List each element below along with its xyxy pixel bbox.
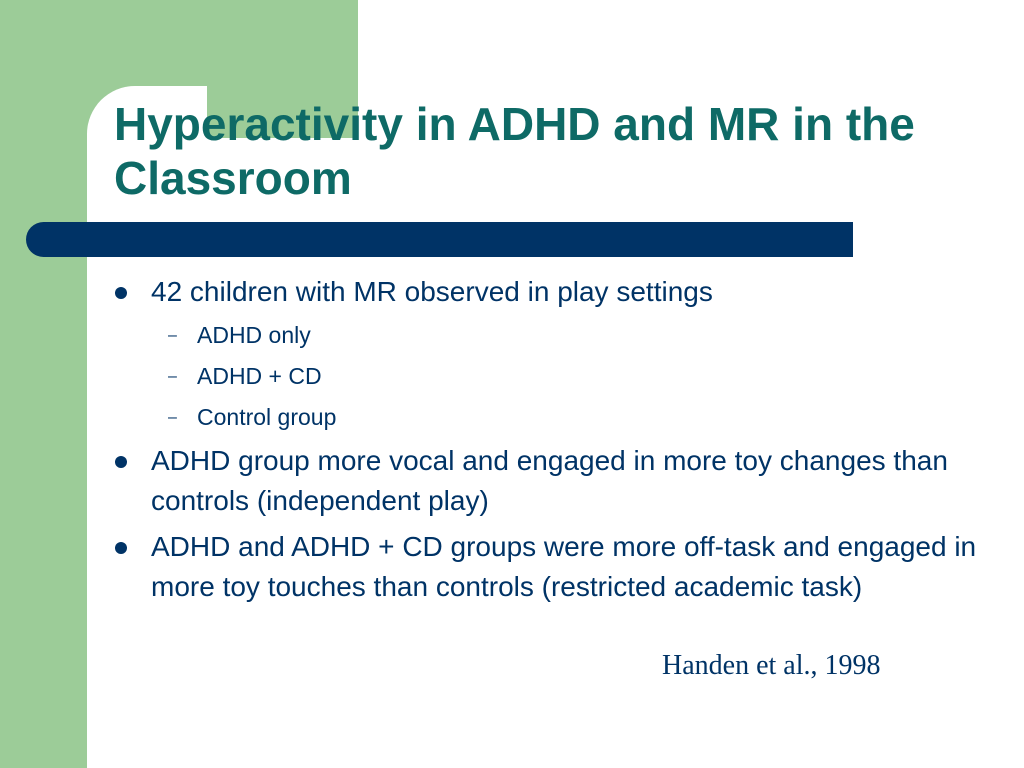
citation: Handen et al., 1998	[662, 650, 881, 681]
dash-icon: –	[168, 327, 177, 344]
sub-bullet-item	[113, 400, 993, 435]
bullet-item	[113, 272, 993, 312]
bullet-dot-icon	[115, 542, 127, 554]
sub-bullet-item	[113, 359, 993, 394]
bullet-dot-icon	[115, 456, 127, 468]
bullet-text: ADHD group more vocal and engaged in more toy changes than controls (independent play)	[151, 445, 948, 516]
dash-icon: –	[168, 409, 177, 426]
sub-bullet-text: ADHD only	[197, 322, 311, 348]
bullet-text: 42 children with MR observed in play settings	[151, 276, 713, 307]
bullet-text: ADHD and ADHD + CD groups were more off-task and engaged in more toy touches than controls (restricted academic task)	[151, 531, 977, 602]
slide-title: Hyperactivity in ADHD and MR in the Classroom	[114, 98, 915, 204]
title-underline-bar	[26, 222, 853, 257]
sub-bullet-text: Control group	[197, 404, 337, 430]
bullet-dot-icon	[115, 287, 127, 299]
left-accent-bar	[0, 0, 87, 768]
sub-bullet-text: ADHD + CD	[197, 363, 322, 389]
sub-bullet-list	[113, 318, 993, 435]
bullet-list	[113, 272, 993, 613]
dash-icon: –	[168, 368, 177, 385]
bullet-item	[113, 441, 993, 521]
sub-bullet-item	[113, 318, 993, 353]
bullet-item	[113, 527, 993, 607]
